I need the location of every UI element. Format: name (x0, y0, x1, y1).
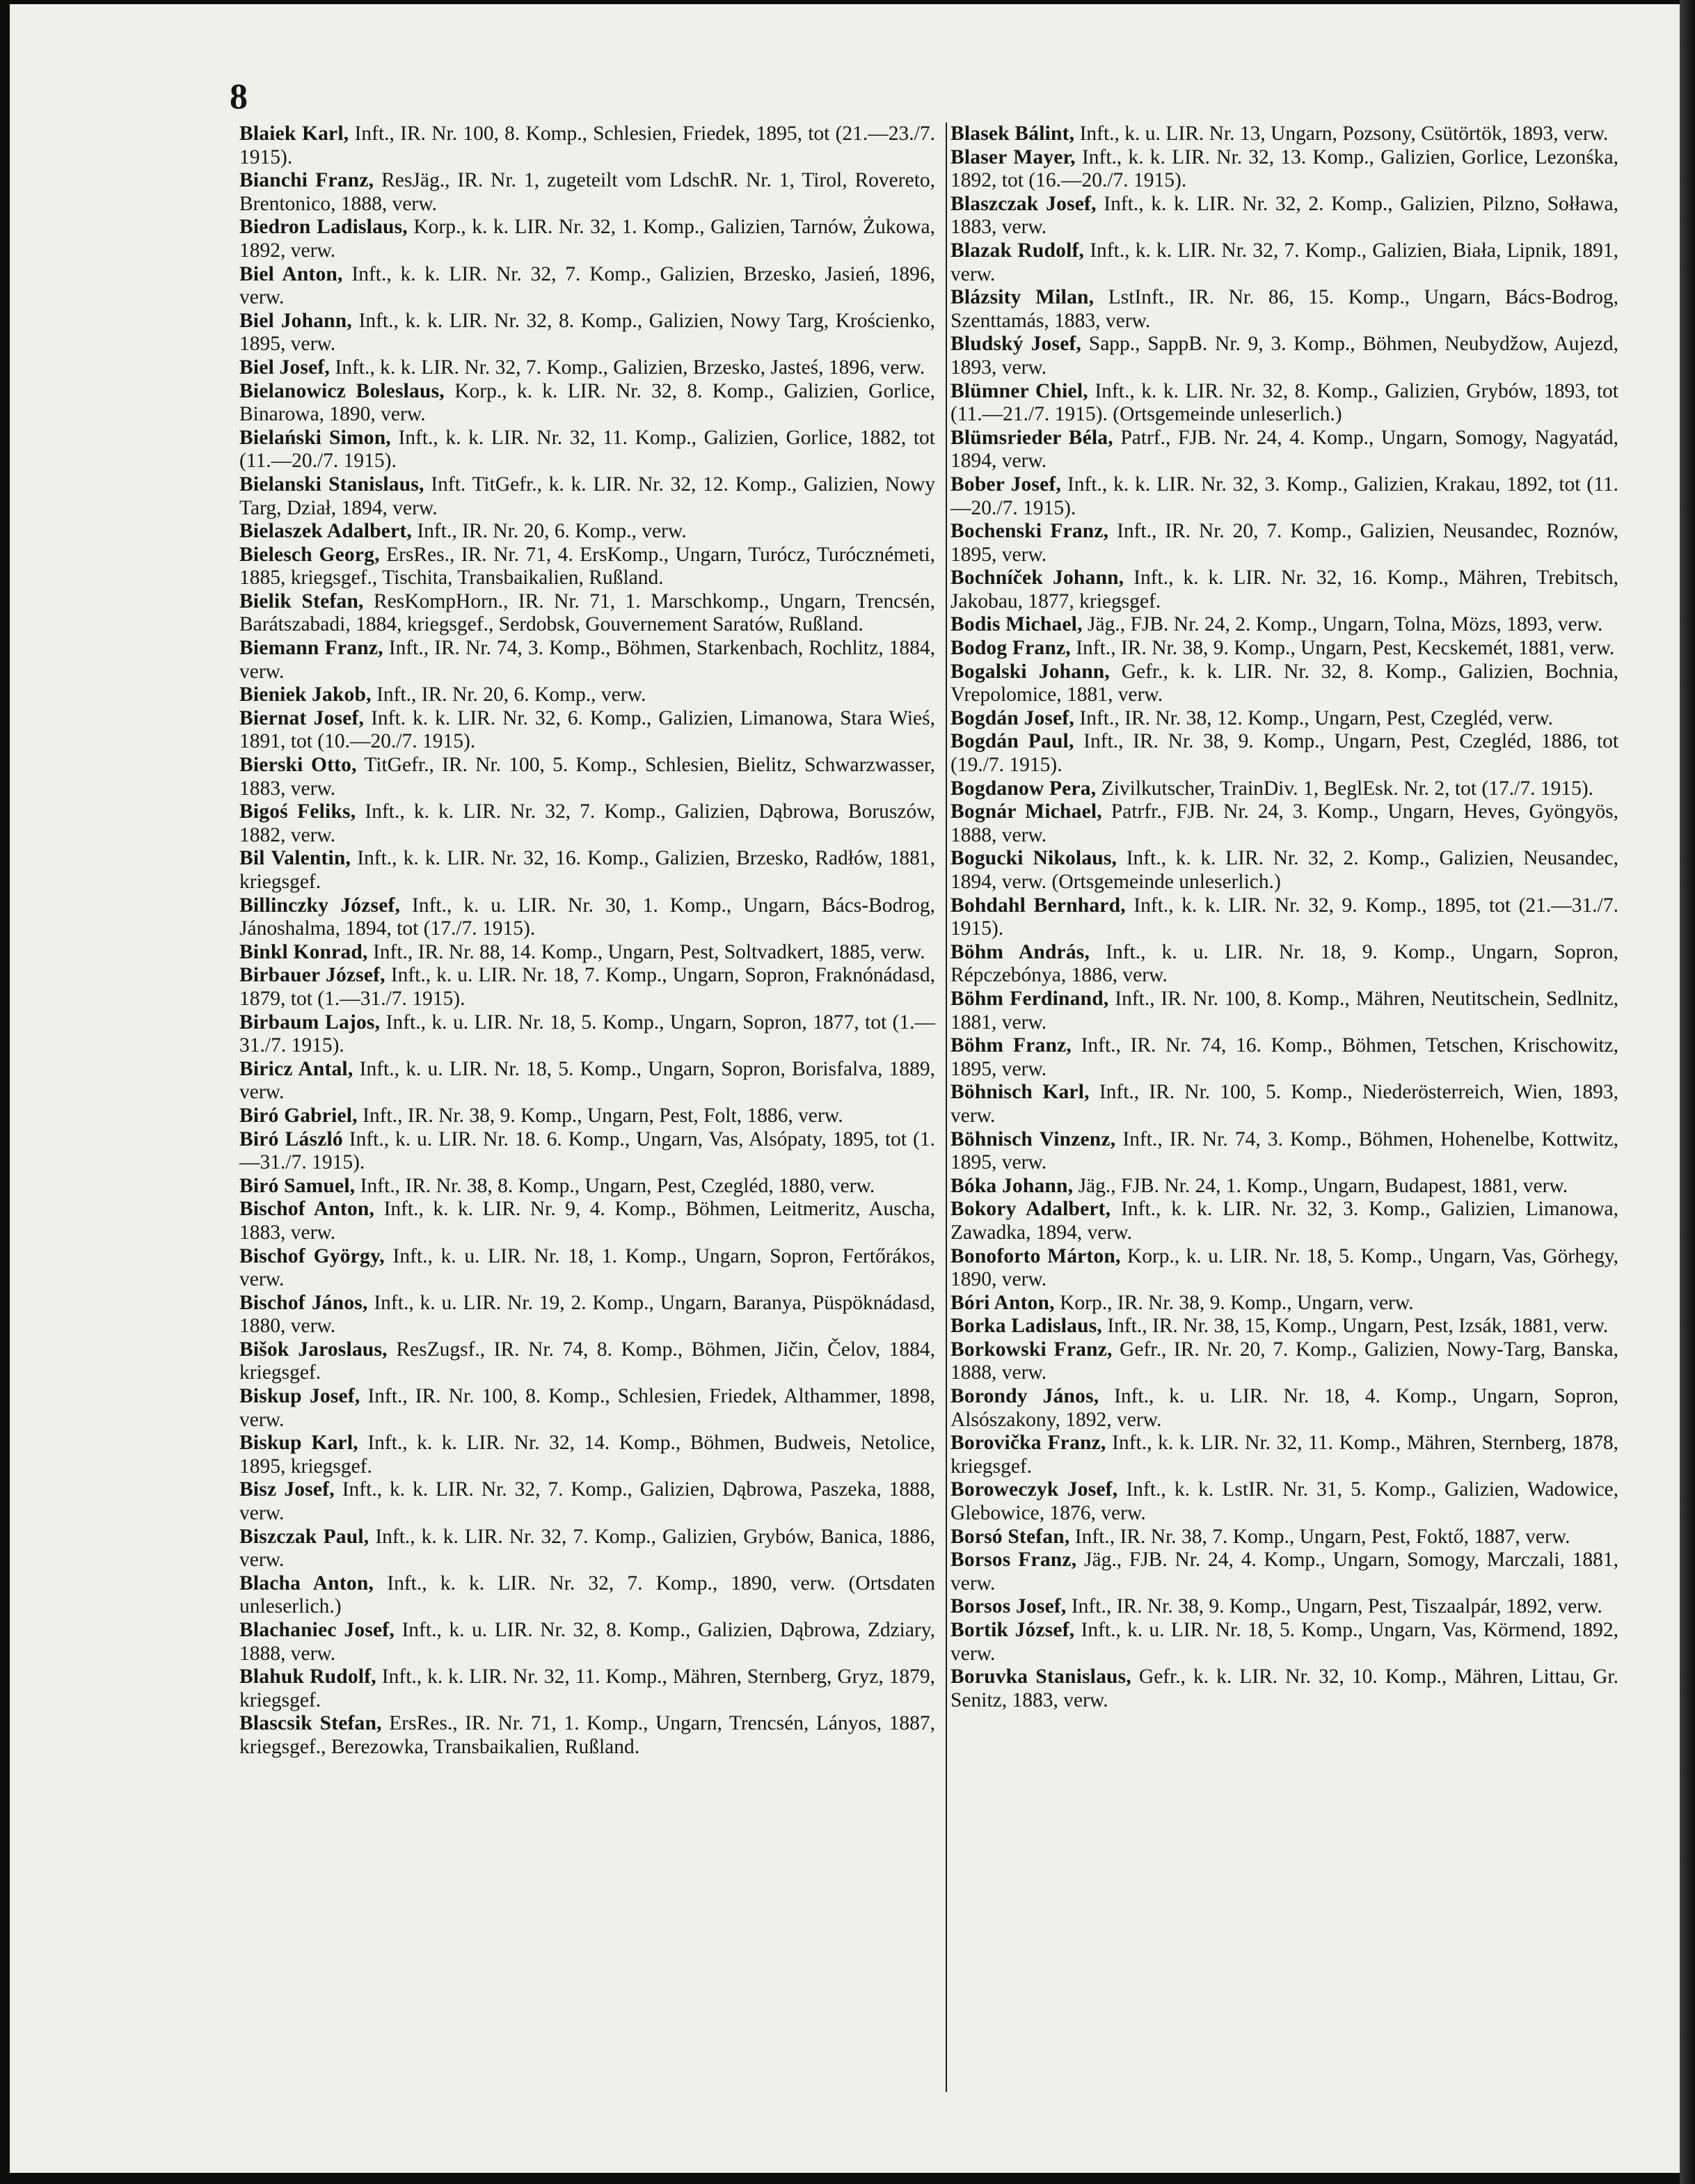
entry-name: Blasek Bálint, (950, 122, 1075, 145)
list-item (950, 1292, 1618, 1315)
entry-name: Böhnisch Karl, (950, 1081, 1090, 1104)
entry-name: Bierski Otto, (239, 754, 357, 777)
entry-details: Inft., IR. Nr. 38, 15, Komp., Ungarn, Pest, Izsák, 1881, verw. (1107, 1315, 1609, 1338)
entry-name: Biró László (239, 1127, 343, 1150)
entry-name: Bodog Franz, (950, 637, 1071, 660)
entry-name: Binkl Konrad, (239, 940, 368, 963)
right-column (950, 122, 1618, 1712)
entry-details: Gefr., IR. Nr. 20, 7. Komp., Galizien, Nowy-Targ, Banska, 1888, verw. (950, 1338, 1619, 1384)
entry-name: Bielanowicz Boleslaus, (239, 379, 445, 402)
entry-details: Korp., k. k. LIR. Nr. 32, 1. Komp., Galizien, Tarnów, Żukowa, 1892, verw. (239, 216, 935, 262)
list-item (950, 427, 1618, 473)
entry-details: Inft., k. k. LIR. Nr. 32, 2. Komp., Galizien, Pilzno, Sołława, 1883, verw. (950, 192, 1619, 239)
entry-details: Inft., k. k. LIR. Nr. 32, 7. Komp., Galizien, Dąbrowa, Boruszów, 1882, verw. (239, 800, 935, 846)
entry-name: Bonoforto Márton, (950, 1244, 1121, 1267)
entry-details: Inft., k. u. LIR. Nr. 18, 5. Komp., Ungarn, Sopron, 1877, tot (1.—31./7. 1915). (239, 1011, 936, 1057)
entry-details: Inft., k. u. LIR. Nr. 18, 9. Komp., Ungarn, Sopron, Répczebónya, 1886, verw. (950, 940, 1618, 987)
entry-name: Bischof János, (239, 1291, 368, 1314)
entry-details: Jäg., FJB. Nr. 24, 1. Komp., Ungarn, Budapest, 1881, verw. (1078, 1174, 1568, 1197)
entry-details: Patrf., FJB. Nr. 24, 4. Komp., Ungarn, Somogy, Nagyatád, 1894, verw. (950, 426, 1618, 473)
entry-name: Bochníček Johann, (950, 567, 1124, 589)
entry-details: Inft., IR. Nr. 88, 14. Komp., Ungarn, Pest, Soltvadkert, 1885, verw. (372, 940, 925, 963)
entry-details: Inft., k. u. LIR. Nr. 18, 4. Komp., Ungarn, Sopron, Alsószakony, 1892, verw. (950, 1385, 1618, 1431)
entry-details: Inft., k. u. LIR. Nr. 18, 7. Komp., Ungarn, Sopron, Fraknónádasd, 1879, tot (1.—31./7. 1915). (239, 964, 936, 1010)
list-item (239, 427, 935, 473)
list-item (950, 941, 1618, 988)
list-item (950, 1478, 1618, 1525)
entry-details: Inft., k. k. LIR. Nr. 32, 2. Komp., Galizien, Neusandec, 1894, verw. (Ortsgemeinde unleserlich.) (950, 847, 1618, 893)
entry-name: Bóka Johann, (950, 1174, 1074, 1197)
entry-name: Birbaum Lajos, (239, 1011, 381, 1034)
entry-details: Inft., IR. Nr. 74, 3. Komp., Böhmen, Hohenelbe, Kottwitz, 1895, verw. (950, 1127, 1619, 1174)
entry-name: Boruvka Stanislaus, (950, 1665, 1131, 1688)
entry-details: Gefr., k. k. LIR. Nr. 32, 10. Komp., Mähren, Littau, Gr. Senitz, 1883, verw. (950, 1665, 1619, 1711)
list-item (239, 1385, 935, 1432)
list-item (950, 1245, 1618, 1292)
entry-name: Biró Samuel, (239, 1174, 356, 1197)
entry-details: Inft., IR. Nr. 100, 8. Komp., Schlesien, Friedek, Althammer, 1898, verw. (239, 1385, 935, 1431)
entry-name: Boroweczyk Josef, (950, 1478, 1118, 1501)
entry-details: Inft. TitGefr., k. k. LIR. Nr. 32, 12. Komp., Galizien, Nowy Targ, Dział, 1894, verw. (239, 473, 936, 519)
entry-details: Inft., k. k. LIR. Nr. 32, 7. Komp., Galizien, Biała, Lipnik, 1891, verw. (950, 239, 1619, 285)
entry-name: Bogdán Paul, (950, 730, 1074, 753)
entry-name: Bil Valentin, (239, 847, 351, 870)
list-item (950, 894, 1618, 941)
list-item (950, 333, 1618, 379)
entry-details: Inft., IR. Nr. 74, 3. Komp., Böhmen, Starkenbach, Rochlitz, 1884, verw. (239, 637, 936, 683)
list-item (239, 894, 935, 941)
list-item (239, 1432, 935, 1478)
entry-details: Inft., IR. Nr. 20, 6. Komp., verw. (417, 520, 687, 543)
list-item (950, 122, 1618, 146)
list-item (239, 1665, 935, 1712)
list-item (950, 1338, 1618, 1385)
list-item (950, 473, 1618, 520)
entry-name: Blázsity Milan, (950, 286, 1095, 309)
list-item (950, 1034, 1618, 1081)
entry-name: Bogucki Nikolaus, (950, 847, 1117, 870)
entry-name: Borsos Franz, (950, 1549, 1077, 1572)
entry-name: Böhm András, (950, 940, 1090, 963)
list-item (950, 637, 1618, 660)
entry-details: Inft., k. k. LIR. Nr. 32, 14. Komp., Böhmen, Budweis, Netolice, 1895, kriegsgef. (239, 1432, 935, 1478)
entry-details: Inft., k. u. LIR. Nr. 18, 5. Komp., Ungarn, Vas, Körmend, 1892, verw. (950, 1619, 1618, 1665)
entry-name: Bischof György, (239, 1244, 385, 1267)
entry-name: Biskup Josef, (239, 1385, 360, 1408)
entry-name: Biricz Antal, (239, 1057, 353, 1080)
entry-name: Bogdanow Pera, (950, 777, 1097, 800)
entry-details: ResKompHorn., IR. Nr. 71, 1. Marschkomp., Ungarn, Trencsén, Barátszabadi, 1884, kriegsgef., Serdobsk, Gouvernement Saratów, Rußland. (239, 589, 936, 636)
entry-name: Bognár Michael, (950, 800, 1102, 823)
entry-details: Inft., IR. Nr. 20, 6. Komp., verw. (376, 683, 646, 706)
entry-details: Inft., IR. Nr. 38, 12. Komp., Ungarn, Pest, Czegléd, verw. (1079, 706, 1553, 729)
entry-details: Inft., k. k. LIR. Nr. 32, 16. Komp., Galizien, Brzesko, Radłów, 1881, kriegsgef. (239, 847, 936, 893)
entry-name: Bodis Michael, (950, 613, 1083, 636)
entry-details: Korp., IR. Nr. 38, 9. Komp., Ungarn, verw. (1060, 1291, 1414, 1314)
list-item (239, 1128, 935, 1175)
entry-details: Inft., k. k. LIR. Nr. 32, 3. Komp., Galizien, Krakau, 1892, tot (11.—20./7. 1915). (950, 473, 1618, 519)
entry-details: Inft., IR. Nr. 38, 9. Komp., Ungarn, Pest, Folt, 1886, verw. (363, 1104, 843, 1127)
entry-name: Bóri Anton, (950, 1291, 1055, 1314)
list-item (239, 1712, 935, 1759)
list-item (239, 380, 935, 427)
list-item (950, 1081, 1618, 1127)
entry-details: Inft., k. k. LIR. Nr. 32, 16. Komp., Mähren, Trebitsch, Jakobau, 1877, kriegsgef. (950, 567, 1619, 612)
list-item (239, 590, 935, 637)
entry-name: Bludský Josef, (950, 333, 1082, 356)
entry-name: Bortik József, (950, 1619, 1075, 1641)
entry-details: Inft., k. k. LIR. Nr. 32, 7. Komp., Galizien, Grybów, Banica, 1886, verw. (239, 1525, 936, 1572)
list-item (950, 567, 1618, 613)
entry-name: Bokory Adalbert, (950, 1198, 1111, 1221)
entry-details: Inft., IR. Nr. 38, 9. Komp., Ungarn, Pest, Tiszaalpár, 1892, verw. (1071, 1595, 1602, 1618)
entry-name: Bielesch Georg, (239, 543, 380, 566)
entry-details: Inft., k. k. LstIR. Nr. 31, 5. Komp., Galizien, Wadowice, Glebowice, 1876, verw. (950, 1478, 1619, 1525)
list-item (950, 193, 1618, 239)
entry-details: Inft., IR. Nr. 74, 16. Komp., Böhmen, Tetschen, Krischowitz, 1895, verw. (950, 1034, 1618, 1080)
list-item (950, 730, 1618, 777)
entry-name: Böhm Franz, (950, 1034, 1072, 1057)
entry-name: Borka Ladislaus, (950, 1315, 1102, 1338)
entry-name: Bigoś Feliks, (239, 800, 356, 823)
list-item (239, 544, 935, 590)
entry-name: Blacha Anton, (239, 1572, 374, 1595)
entry-details: Inft., k. u. LIR. Nr. 13, Ungarn, Pozsony, Csütörtök, 1893, verw. (1079, 122, 1609, 145)
page-number: 8 (230, 77, 248, 117)
entry-name: Billinczky József, (239, 894, 401, 917)
list-item (239, 216, 935, 262)
entry-details: ErsRes., IR. Nr. 71, 1. Komp., Ungarn, Trencsén, Lányos, 1887, kriegsgef., Berezowka, Transbaikalien, Rußland. (239, 1712, 935, 1758)
list-item (950, 988, 1618, 1034)
entry-name: Biel Johann, (239, 309, 352, 332)
entry-details: Inft. k. k. LIR. Nr. 32, 6. Komp., Galizien, Limanowa, Stara Wieś, 1891, tot (10.—20./7. 1915). (239, 706, 936, 753)
list-item (950, 286, 1618, 333)
list-item (239, 1292, 935, 1338)
list-item (950, 1619, 1618, 1665)
entry-details: Jäg., FJB. Nr. 24, 2. Komp., Ungarn, Tolna, Mözs, 1893, verw. (1088, 613, 1603, 636)
entry-name: Bieniek Jakob, (239, 683, 372, 706)
entry-details: Inft., k. u. LIR. Nr. 30, 1. Komp., Ungarn, Bács-Bodrog, Jánoshalma, 1894, tot (17./7. 1915). (239, 894, 935, 940)
scan-edge (1680, 0, 1695, 2184)
entry-details: Inft., IR. Nr. 100, 8. Komp., Schlesien, Friedek, 1895, tot (21.—23./7. 1915). (239, 122, 935, 168)
entry-name: Biszczak Paul, (239, 1525, 369, 1548)
list-item (950, 1432, 1618, 1478)
entry-details: Gefr., k. k. LIR. Nr. 32, 8. Komp., Galizien, Bochnia, Vrepolomice, 1881, verw. (950, 660, 1618, 706)
entry-name: Borovička Franz, (950, 1432, 1106, 1455)
entry-details: ResZugsf., IR. Nr. 74, 8. Komp., Böhmen, Jičin, Čelov, 1884, kriegsgef. (239, 1338, 936, 1384)
entry-details: LstInft., IR. Nr. 86, 15. Komp., Ungarn, Bács-Bodrog, Szenttamás, 1883, verw. (950, 286, 1618, 332)
list-item (950, 707, 1618, 731)
entry-details: Inft., IR. Nr. 38, 9. Komp., Ungarn, Pest, Kecskemét, 1881, verw. (1076, 637, 1615, 660)
list-item (950, 1198, 1618, 1244)
entry-details: Inft., k. k. LIR. Nr. 32, 7. Komp., Galizien, Brzesko, Jasień, 1896, verw. (239, 262, 936, 309)
entry-details: Inft., k. k. LIR. Nr. 9, 4. Komp., Böhmen, Leitmeritz, Auscha, 1883, verw. (239, 1198, 935, 1244)
entry-name: Biel Anton, (239, 262, 343, 285)
document-page (10, 4, 1680, 2173)
entry-name: Bogdán Josef, (950, 706, 1074, 729)
entry-details: Inft., k. k. LIR. Nr. 32, 9. Komp., 1895, tot (21.—31./7. 1915). (950, 894, 1619, 940)
entry-name: Bianchi Franz, (239, 169, 374, 192)
list-item (239, 122, 935, 169)
entry-name: Blümner Chiel, (950, 379, 1088, 402)
entry-name: Blaiek Karl, (239, 122, 349, 145)
list-item (239, 1526, 935, 1572)
entry-details: Inft., k. k. LIR. Nr. 32, 7. Komp., 1890, verw. (Ortsdaten unleserlich.) (239, 1572, 936, 1618)
entry-name: Biernat Josef, (239, 706, 365, 729)
entry-name: Blahuk Rudolf, (239, 1665, 376, 1688)
entry-name: Blümsrieder Béla, (950, 426, 1113, 449)
entry-details: Inft., k. u. LIR. Nr. 18. 6. Komp., Ungarn, Vas, Alsópaty, 1895, tot (1.—31./7. 1915). (239, 1127, 935, 1174)
list-item (239, 754, 935, 800)
list-item (239, 683, 935, 707)
entry-name: Bielik Stefan, (239, 589, 364, 612)
entry-name: Böhm Ferdinand, (950, 987, 1109, 1010)
list-item (950, 777, 1618, 801)
list-item (950, 1315, 1618, 1338)
entry-name: Bochenski Franz, (950, 520, 1109, 543)
list-item (950, 800, 1618, 847)
list-item (239, 1478, 935, 1525)
entry-details: Inft., k. k. LIR. Nr. 32, 8. Komp., Galizien, Grybów, 1893, tot (11.—21./7. 1915). (Ortsgemeinde unleserlich.) (950, 379, 1618, 426)
entry-name: Blascsik Stefan, (239, 1712, 382, 1735)
entry-details: Inft., k. k. LIR. Nr. 32, 11. Komp., Mähren, Sternberg, Gryz, 1879, kriegsgef. (239, 1665, 936, 1711)
list-item (239, 637, 935, 683)
list-item (950, 146, 1618, 193)
entry-name: Bielaszek Adalbert, (239, 520, 412, 543)
entry-name: Biskup Karl, (239, 1432, 358, 1455)
entry-name: Bogalski Johann, (950, 660, 1110, 683)
entry-name: Blaszczak Josef, (950, 192, 1097, 215)
list-item (950, 1175, 1618, 1198)
list-item (239, 1011, 935, 1058)
entry-details: Jäg., FJB. Nr. 24, 4. Komp., Ungarn, Somogy, Marczali, 1881, verw. (950, 1549, 1618, 1595)
entry-details: Inft., k. u. LIR. Nr. 32, 8. Komp., Galizien, Dąbrowa, Zdziary, 1888, verw. (239, 1619, 936, 1665)
entry-details: Inft., k. k. LIR. Nr. 32, 13. Komp., Galizien, Gorlice, Lezonśka, 1892, tot (16.—20./7. 1915). (950, 145, 1619, 192)
entry-details: Inft., k. k. LIR. Nr. 32, 11. Komp., Mähren, Sternberg, 1878, kriegsgef. (950, 1432, 1619, 1478)
entry-details: Sapp., SappB. Nr. 9, 3. Komp., Böhmen, Neubydžow, Aujezd, 1893, verw. (950, 333, 1618, 379)
list-item (239, 1175, 935, 1198)
entry-name: Böhnisch Vinzenz, (950, 1127, 1116, 1150)
list-item (239, 520, 935, 544)
entry-name: Biemann Franz, (239, 637, 383, 660)
entry-name: Bielanski Stanislaus, (239, 473, 424, 496)
list-item (239, 707, 935, 754)
entry-name: Borsó Stefan, (950, 1525, 1070, 1548)
list-item (239, 310, 935, 356)
list-item (239, 964, 935, 1011)
list-item (239, 1245, 935, 1292)
entry-details: Inft., k. k. LIR. Nr. 32, 7. Komp., Galizien, Brzesko, Jasteś, 1896, verw. (335, 356, 925, 379)
list-item (239, 473, 935, 520)
entry-details: Inft., k. u. LIR. Nr. 19, 2. Komp., Ungarn, Baranya, Püspöknádasd, 1880, verw. (239, 1291, 935, 1338)
list-item (950, 847, 1618, 894)
column-divider (946, 122, 947, 2092)
list-item (950, 1128, 1618, 1175)
left-column (239, 122, 935, 1759)
entry-details: Inft., k. u. LIR. Nr. 18, 1. Komp., Ungarn, Sopron, Fertőrákos, verw. (239, 1244, 936, 1291)
entry-name: Bišok Jaroslaus, (239, 1338, 388, 1361)
list-item (239, 263, 935, 310)
entry-name: Borsos Josef, (950, 1595, 1067, 1618)
entry-name: Bielański Simon, (239, 426, 391, 449)
entry-name: Biedron Ladislaus, (239, 216, 408, 239)
entry-name: Bohdahl Bernhard, (950, 894, 1126, 917)
entry-name: Bisz Josef, (239, 1478, 335, 1501)
list-item (239, 1105, 935, 1128)
entry-details: Inft., k. k. LIR. Nr. 32, 8. Komp., Galizien, Nowy Targ, Krościenko, 1895, verw. (239, 309, 935, 356)
entry-name: Blaser Mayer, (950, 145, 1076, 168)
entry-details: TitGefr., IR. Nr. 100, 5. Komp., Schlesien, Bielitz, Schwarzwasser, 1883, verw. (239, 754, 935, 800)
entry-details: Korp., k. k. LIR. Nr. 32, 8. Komp., Galizien, Gorlice, Binarowa, 1890, verw. (239, 379, 936, 426)
entry-details: Inft., IR. Nr. 20, 7. Komp., Galizien, Neusandec, Roznów, 1895, verw. (950, 520, 1618, 566)
entry-details: Inft., k. k. LIR. Nr. 32, 11. Komp., Galizien, Gorlice, 1882, tot (11.—20./7. 1915). (239, 426, 935, 473)
entry-name: Birbauer József, (239, 964, 385, 987)
entry-details: Inft., IR. Nr. 100, 8. Komp., Mähren, Neutitschein, Sedlnitz, 1881, verw. (950, 987, 1618, 1034)
list-item (239, 356, 935, 380)
entry-details: Inft., k. k. LIR. Nr. 32, 7. Komp., Galizien, Dąbrowa, Paszeka, 1888, verw. (239, 1478, 936, 1525)
list-item (950, 520, 1618, 567)
list-item (950, 1665, 1618, 1712)
list-item (239, 1619, 935, 1665)
entry-name: Biel Josef, (239, 356, 331, 379)
list-item (239, 1058, 935, 1105)
entry-details: Zivilkutscher, TrainDiv. 1, BeglEsk. Nr. 2, tot (17./7. 1915). (1101, 777, 1594, 800)
entry-name: Blachaniec Josef, (239, 1619, 395, 1641)
entry-name: Borkowski Franz, (950, 1338, 1113, 1361)
entry-details: ErsRes., IR. Nr. 71, 4. ErsKomp., Ungarn, Turócz, Turócznémeti, 1885, kriegsgef., Tischita, Transbaikalien, Rußland. (239, 543, 935, 589)
entry-name: Bischof Anton, (239, 1198, 375, 1221)
entry-details: Inft., IR. Nr. 100, 5. Komp., Niederösterreich, Wien, 1893, verw. (950, 1081, 1619, 1127)
list-item (239, 1572, 935, 1619)
list-item (239, 941, 935, 965)
list-item (950, 1526, 1618, 1549)
entry-details: Patrfr., FJB. Nr. 24, 3. Komp., Ungarn, Heves, Gyöngyös, 1888, verw. (950, 800, 1618, 846)
list-item (239, 847, 935, 894)
list-item (239, 800, 935, 847)
entry-details: Inft., k. k. LIR. Nr. 32, 3. Komp., Galizien, Limanowa, Zawadka, 1894, verw. (950, 1198, 1619, 1244)
entry-details: Korp., k. u. LIR. Nr. 18, 5. Komp., Ungarn, Vas, Görhegy, 1890, verw. (950, 1244, 1618, 1291)
entry-name: Borondy János, (950, 1385, 1099, 1408)
entry-details: Inft., IR. Nr. 38, 7. Komp., Ungarn, Pest, Foktő, 1887, verw. (1074, 1525, 1570, 1548)
list-item (239, 1198, 935, 1244)
list-item (239, 169, 935, 216)
entry-details: Inft., IR. Nr. 38, 9. Komp., Ungarn, Pest, Czegléd, 1886, tot (19./7. 1915). (950, 730, 1619, 777)
entry-details: Inft., IR. Nr. 38, 8. Komp., Ungarn, Pest, Czegléd, 1880, verw. (360, 1174, 875, 1197)
list-item (950, 660, 1618, 707)
entry-details: ResJäg., IR. Nr. 1, zugeteilt vom LdschR. Nr. 1, Tirol, Rovereto, Brentonico, 1888, verw. (239, 169, 936, 215)
list-item (950, 1595, 1618, 1619)
entry-name: Biró Gabriel, (239, 1104, 358, 1127)
entry-name: Bober Josef, (950, 473, 1062, 496)
list-item (239, 1338, 935, 1385)
entry-details: Inft., k. u. LIR. Nr. 18, 5. Komp., Ungarn, Sopron, Borisfalva, 1889, verw. (239, 1057, 936, 1104)
list-item (950, 613, 1618, 637)
list-item (950, 380, 1618, 427)
list-item (950, 1385, 1618, 1432)
list-item (950, 1549, 1618, 1595)
entry-name: Blazak Rudolf, (950, 239, 1085, 262)
list-item (950, 239, 1618, 286)
